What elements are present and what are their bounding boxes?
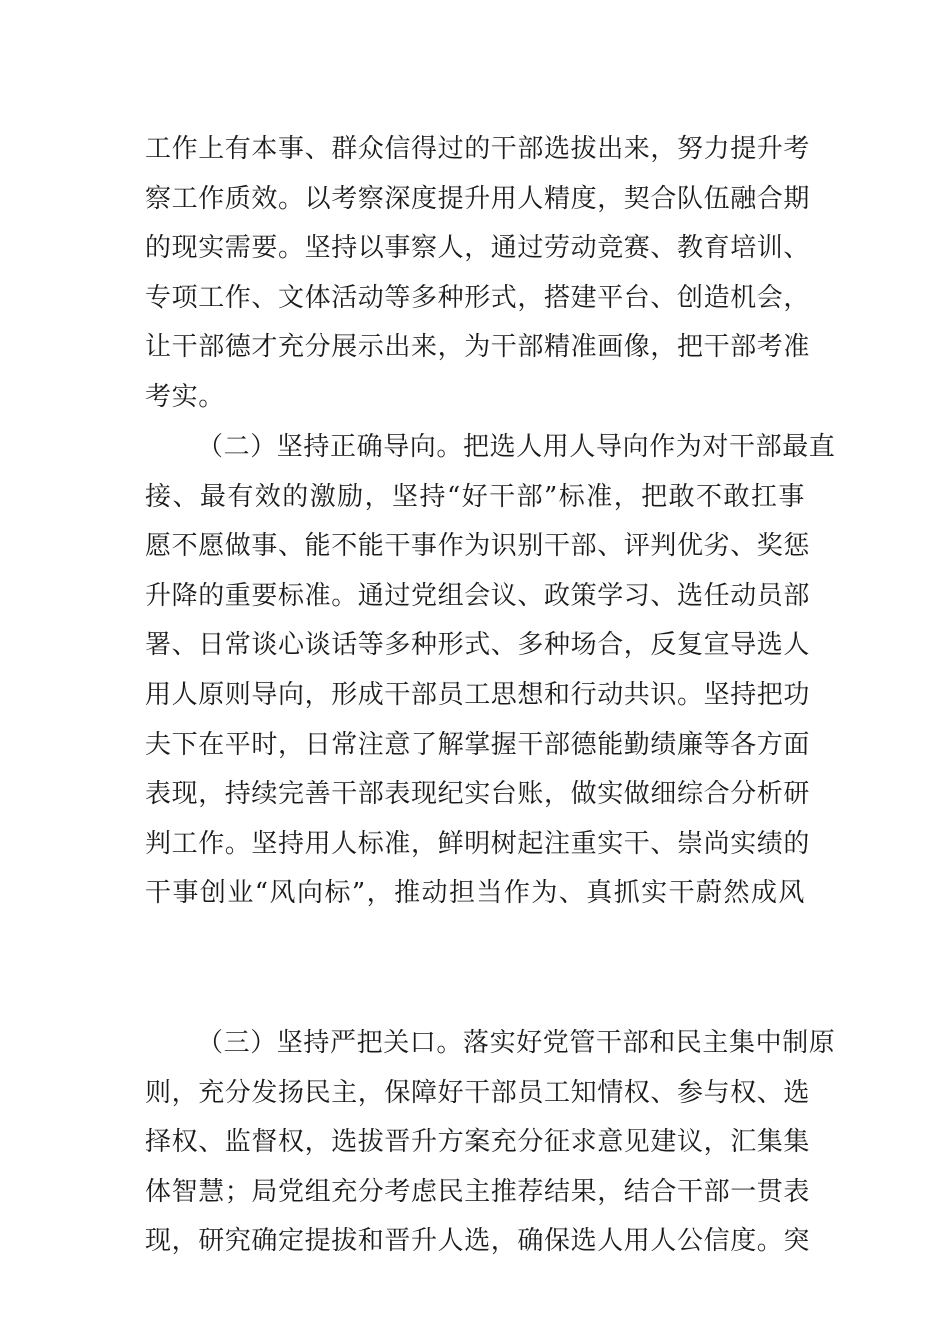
text-line: 察工作质效。以考察深度提升用人精度，契合队伍融合期: [145, 183, 811, 214]
text-line: 择权、监督权，选拔晋升方案充分征求意见建议，汇集集: [145, 1127, 811, 1158]
paragraph-3: [145, 1019, 836, 1267]
text-line: 现，研究确定提拔和晋升人选，确保选人用人公信度。突: [145, 1226, 811, 1257]
text-line: 考实。: [145, 381, 225, 412]
text-line: 判工作。坚持用人标准，鲜明树起注重实干、崇尚实绩的: [145, 828, 811, 859]
text-line: 让干部德才充分展示出来，为干部精准画像，把干部考准: [145, 332, 811, 363]
text-line: （二）坚持正确导向。把选人用人导向作为对干部最直: [197, 432, 836, 462]
text-line: 用人原则导向，形成干部员工思想和行动共识。坚持把功: [145, 679, 811, 710]
text-line: 升降的重要标准。通过党组会议、政策学习、选任动员部: [145, 580, 811, 611]
text-line: 接、最有效的激励，坚持“好干部”标准，把敢不敢扛事: [145, 481, 805, 512]
text-line: 署、日常谈心谈话等多种形式、多种场合，反复宣导选人: [145, 630, 811, 661]
paragraph-2: [145, 423, 836, 919]
text-line: 夫下在平时，日常注意了解掌握干部德能勤绩廉等各方面: [145, 729, 811, 760]
text-line: 则，充分发扬民主，保障好干部员工知情权、参与权、选: [145, 1077, 811, 1108]
text-line: 干事创业“风向标”，推动担当作为、真抓实干蔚然成风: [145, 878, 805, 909]
text-line: 表现，持续完善干部表现纪实台账，做实做细综合分析研: [145, 779, 811, 810]
text-line: 体智慧；局党组充分考虑民主推荐结果，结合干部一贯表: [145, 1176, 811, 1207]
paragraph-1: [145, 125, 811, 423]
text-line: 愿不愿做事、能不能干事作为识别干部、评判优劣、奖惩: [145, 531, 811, 562]
text-line: 专项工作、文体活动等多种形式，搭建平台、创造机会，: [145, 282, 811, 313]
text-line: （三）坚持严把关口。落实好党管干部和民主集中制原: [197, 1028, 836, 1058]
text-line: 工作上有本事、群众信得过的干部选拔出来，努力提升考: [145, 134, 811, 164]
text-line: 的现实需要。坚持以事察人，通过劳动竞赛、教育培训、: [145, 233, 811, 264]
